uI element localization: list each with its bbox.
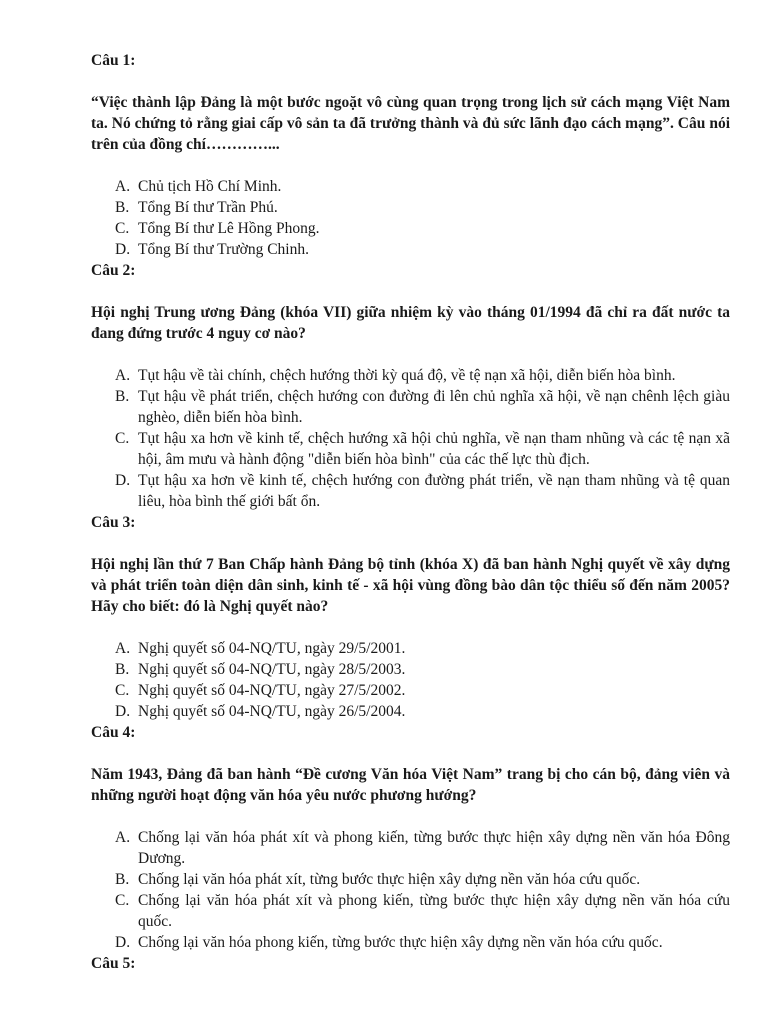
option-letter: A. [115,640,131,657]
question-3-option-a [91,638,730,659]
option-letter: C. [115,220,130,237]
question-2-option-c [91,428,730,470]
question-4-option-d [91,932,730,953]
option-letter: C. [115,430,130,447]
option-text: Tụt hậu về phát triển, chệch hướng con đường đi lên chủ nghĩa xã hội, về nạn chênh lệch giàu nghèo, diễn biến hòa bình. [138,388,730,426]
option-letter: C. [115,682,130,699]
question-1-options [91,176,730,260]
question-2-option-d [91,470,730,512]
question-1-option-a [91,176,730,197]
option-letter: D. [115,934,131,951]
question-3-options [91,638,730,722]
option-letter: D. [115,241,131,258]
option-letter: B. [115,199,130,216]
option-letter: A. [115,178,131,195]
question-1-option-d [91,239,730,260]
question-2-option-a [91,365,730,386]
question-4-option-c [91,890,730,932]
option-letter: D. [115,472,131,489]
option-text: Tụt hậu về tài chính, chệch hướng thời kỳ quá độ, về tệ nạn xã hội, diễn biến hòa bình. [138,367,676,384]
option-text: Chống lại văn hóa phát xít và phong kiến, từng bước thực hiện xây dựng nền văn hóa Đông Dương. [138,829,730,867]
question-4-label: Câu 4: [91,724,136,741]
question-4-option-a [91,827,730,869]
option-text: Chống lại văn hóa phong kiến, từng bước thực hiện xây dựng nền văn hóa cứu quốc. [138,934,663,951]
option-text: Nghị quyết số 04-NQ/TU, ngày 28/5/2003. [138,661,406,678]
option-letter: B. [115,661,130,678]
question-3-label: Câu 3: [91,514,136,531]
option-text: Tổng Bí thư Lê Hồng Phong. [138,220,320,237]
question-2-text: Hội nghị Trung ương Đảng (khóa VII) giữa nhiệm kỳ vào tháng 01/1994 đã chỉ ra đất nước ta đang đứng trước 4 nguy cơ nào? [91,304,730,342]
option-letter: C. [115,892,130,909]
option-text: Chủ tịch Hồ Chí Minh. [138,178,282,195]
option-letter: B. [115,871,130,888]
question-3-option-c [91,680,730,701]
question-2-options [91,365,730,512]
option-text: Tổng Bí thư Trần Phú. [138,199,278,216]
option-letter: A. [115,367,131,384]
option-letter: B. [115,388,130,405]
option-text: Nghị quyết số 04-NQ/TU, ngày 26/5/2004. [138,703,406,720]
option-text: Nghị quyết số 04-NQ/TU, ngày 29/5/2001. [138,640,406,657]
option-letter: D. [115,703,131,720]
option-text: Chống lại văn hóa phát xít và phong kiến, từng bước thực hiện xây dựng nền văn hóa cứu quốc. [138,892,730,930]
question-3-option-b [91,659,730,680]
question-5-label: Câu 5: [91,955,136,972]
option-text: Tụt hậu xa hơn về kinh tế, chệch hướng xã hội chủ nghĩa, về nạn tham nhũng và các tệ nạn xã hội, âm mưu và hành động "diễn biến hòa bình" của các thế lực thù địch. [138,430,730,468]
option-text: Nghị quyết số 04-NQ/TU, ngày 27/5/2002. [138,682,406,699]
option-text: Tụt hậu xa hơn về kinh tế, chệch hướng con đường phát triển, về nạn tham nhũng và tệ quan liêu, hòa bình thế giới bất ổn. [138,472,730,510]
question-2-label: Câu 2: [91,262,136,279]
question-4-options [91,827,730,953]
question-3-text: Hội nghị lần thứ 7 Ban Chấp hành Đảng bộ tỉnh (khóa X) đã ban hành Nghị quyết về xây dựng và phát triển toàn diện dân sinh, kinh tế - xã hội vùng đồng bào dân tộc thiểu số đến năm 2005? Hãy cho biết: đó là Nghị quyết nào? [91,556,730,615]
question-2-option-b [91,386,730,428]
question-1-label: Câu 1: [91,52,136,69]
option-text: Chống lại văn hóa phát xít, từng bước thực hiện xây dựng nền văn hóa cứu quốc. [138,871,641,888]
question-1-text: “Việc thành lập Đảng là một bước ngoặt vô cùng quan trọng trong lịch sử cách mạng Việt Nam ta. Nó chứng tỏ rằng giai cấp vô sản ta đã trưởng thành và đủ sức lãnh đạo cách mạng”. Câu nói trên của đồng chí…………... [91,94,730,153]
question-4-text: Năm 1943, Đảng đã ban hành “Đề cương Văn hóa Việt Nam” trang bị cho cán bộ, đảng viên và những người hoạt động văn hóa yêu nước phương hướng? [91,766,730,804]
question-1-option-b [91,197,730,218]
option-letter: A. [115,829,131,846]
question-4-option-b [91,869,730,890]
question-3-option-d [91,701,730,722]
question-1-option-c [91,218,730,239]
option-text: Tổng Bí thư Trường Chinh. [138,241,309,258]
